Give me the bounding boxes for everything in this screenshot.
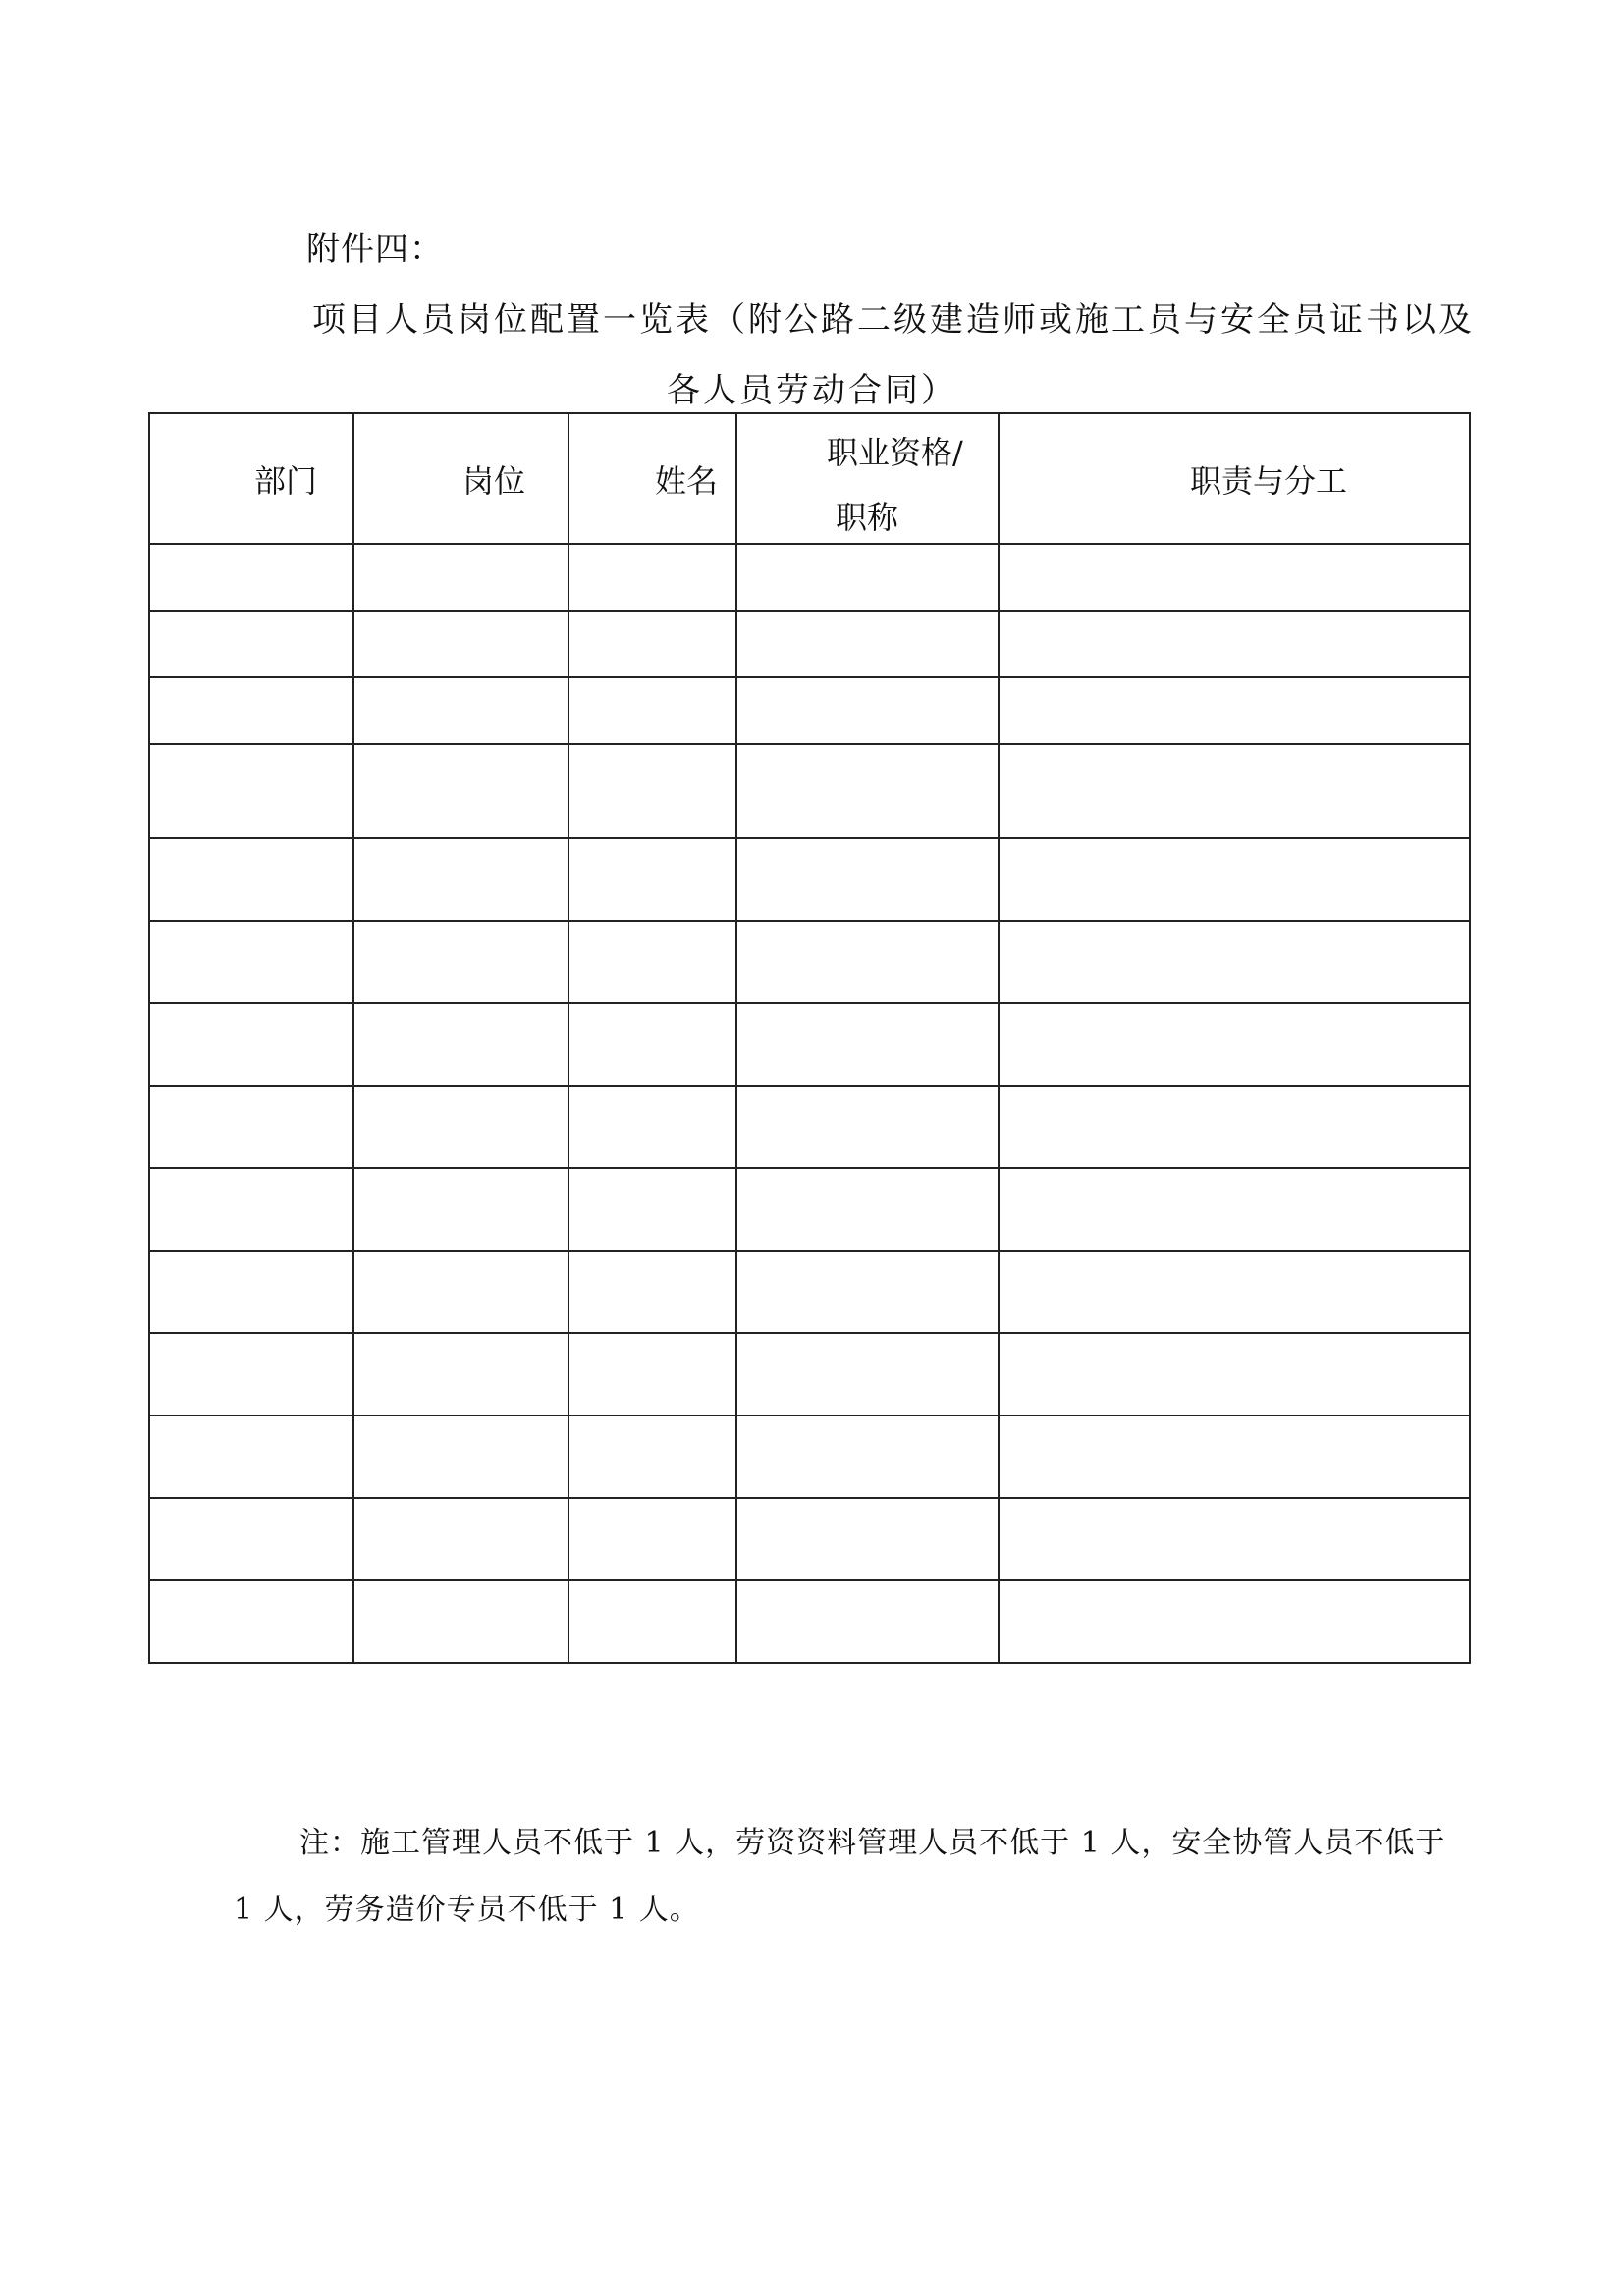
- cell-post: [353, 921, 568, 1003]
- table-row: [149, 611, 1470, 677]
- cell-post: [353, 1415, 568, 1498]
- cell-duties: [999, 1086, 1470, 1168]
- header-name: [568, 413, 736, 544]
- table-row: [149, 677, 1470, 744]
- cell-department: [149, 1003, 353, 1086]
- cell-duties: [999, 744, 1470, 838]
- table-row: [149, 1086, 1470, 1168]
- cell-post: [353, 677, 568, 744]
- cell-qualification: [736, 921, 999, 1003]
- cell-department: [149, 544, 353, 611]
- cell-name: [568, 544, 736, 611]
- cell-post: [353, 1333, 568, 1415]
- cell-qualification: [736, 677, 999, 744]
- cell-duties: [999, 611, 1470, 677]
- cell-department: [149, 1168, 353, 1251]
- cell-name: [568, 838, 736, 921]
- cell-duties: [999, 1168, 1470, 1251]
- cell-qualification: [736, 1251, 999, 1333]
- header-qualification-label-2: 职称: [836, 499, 899, 536]
- cell-department: [149, 1415, 353, 1498]
- table-header-row: [149, 413, 1470, 544]
- cell-post: [353, 1003, 568, 1086]
- cell-post: [353, 544, 568, 611]
- cell-department: [149, 1086, 353, 1168]
- cell-post: [353, 611, 568, 677]
- table-row: [149, 838, 1470, 921]
- cell-department: [149, 611, 353, 677]
- cell-duties: [999, 677, 1470, 744]
- cell-post: [353, 1251, 568, 1333]
- cell-duties: [999, 1251, 1470, 1333]
- cell-department: [149, 1333, 353, 1415]
- header-department-label: 部门: [254, 461, 318, 500]
- cell-department: [149, 677, 353, 744]
- table-row: [149, 1415, 1470, 1498]
- table-row: [149, 1498, 1470, 1580]
- cell-duties: [999, 838, 1470, 921]
- cell-duties: [999, 921, 1470, 1003]
- cell-qualification: [736, 1003, 999, 1086]
- cell-qualification: [736, 1333, 999, 1415]
- cell-qualification: [736, 544, 999, 611]
- header-post: [353, 413, 568, 544]
- cell-name: [568, 1251, 736, 1333]
- header-duties: [999, 413, 1470, 544]
- cell-name: [568, 921, 736, 1003]
- header-qualification-label-1: 职业资格/: [827, 434, 963, 471]
- header-qualification: [736, 413, 999, 544]
- cell-department: [149, 1498, 353, 1580]
- header-post-label: 岗位: [462, 461, 526, 500]
- document-title-line-1: 项目人员岗位配置一览表（附公路二级建造师或施工员与安全员证书以及: [312, 300, 1475, 340]
- cell-qualification: [736, 1086, 999, 1168]
- cell-name: [568, 1333, 736, 1415]
- cell-post: [353, 1086, 568, 1168]
- cell-name: [568, 1168, 736, 1251]
- cell-name: [568, 1415, 736, 1498]
- cell-qualification: [736, 1168, 999, 1251]
- header-department: [149, 413, 353, 544]
- cell-name: [568, 1498, 736, 1580]
- cell-duties: [999, 1415, 1470, 1498]
- cell-duties: [999, 1498, 1470, 1580]
- table-row: [149, 1251, 1470, 1333]
- cell-department: [149, 921, 353, 1003]
- cell-department: [149, 1251, 353, 1333]
- cell-qualification: [736, 838, 999, 921]
- cell-name: [568, 1086, 736, 1168]
- cell-qualification: [736, 1415, 999, 1498]
- header-name-label: 姓名: [655, 461, 719, 500]
- cell-duties: [999, 544, 1470, 611]
- table-row: [149, 1168, 1470, 1251]
- cell-duties: [999, 1003, 1470, 1086]
- table-row: [149, 1580, 1470, 1663]
- table-row: [149, 1333, 1470, 1415]
- cell-name: [568, 744, 736, 838]
- note-line-1: 注：施工管理人员不低于 1 人，劳资资料管理人员不低于 1 人，安全协管人员不低于: [299, 1826, 1446, 1860]
- cell-qualification: [736, 744, 999, 838]
- cell-name: [568, 677, 736, 744]
- cell-qualification: [736, 1498, 999, 1580]
- document-title-line-2: 各人员劳动合同）: [667, 371, 957, 410]
- cell-duties: [999, 1333, 1470, 1415]
- table-row: [149, 744, 1470, 838]
- staff-allocation-table: [148, 412, 1471, 1664]
- note-line-2: 1 人，劳务造价专员不低于 1 人。: [234, 1893, 700, 1927]
- cell-name: [568, 611, 736, 677]
- cell-name: [568, 1003, 736, 1086]
- cell-qualification: [736, 1580, 999, 1663]
- header-duties-label: 职责与分工: [1190, 461, 1348, 500]
- cell-post: [353, 838, 568, 921]
- table-row: [149, 1003, 1470, 1086]
- cell-department: [149, 744, 353, 838]
- table-row: [149, 921, 1470, 1003]
- cell-post: [353, 1498, 568, 1580]
- table-row: [149, 544, 1470, 611]
- cell-department: [149, 1580, 353, 1663]
- cell-duties: [999, 1580, 1470, 1663]
- cell-post: [353, 1168, 568, 1251]
- cell-qualification: [736, 611, 999, 677]
- attachment-label: 附件四：: [306, 230, 444, 269]
- cell-department: [149, 838, 353, 921]
- cell-name: [568, 1580, 736, 1663]
- cell-post: [353, 1580, 568, 1663]
- cell-post: [353, 744, 568, 838]
